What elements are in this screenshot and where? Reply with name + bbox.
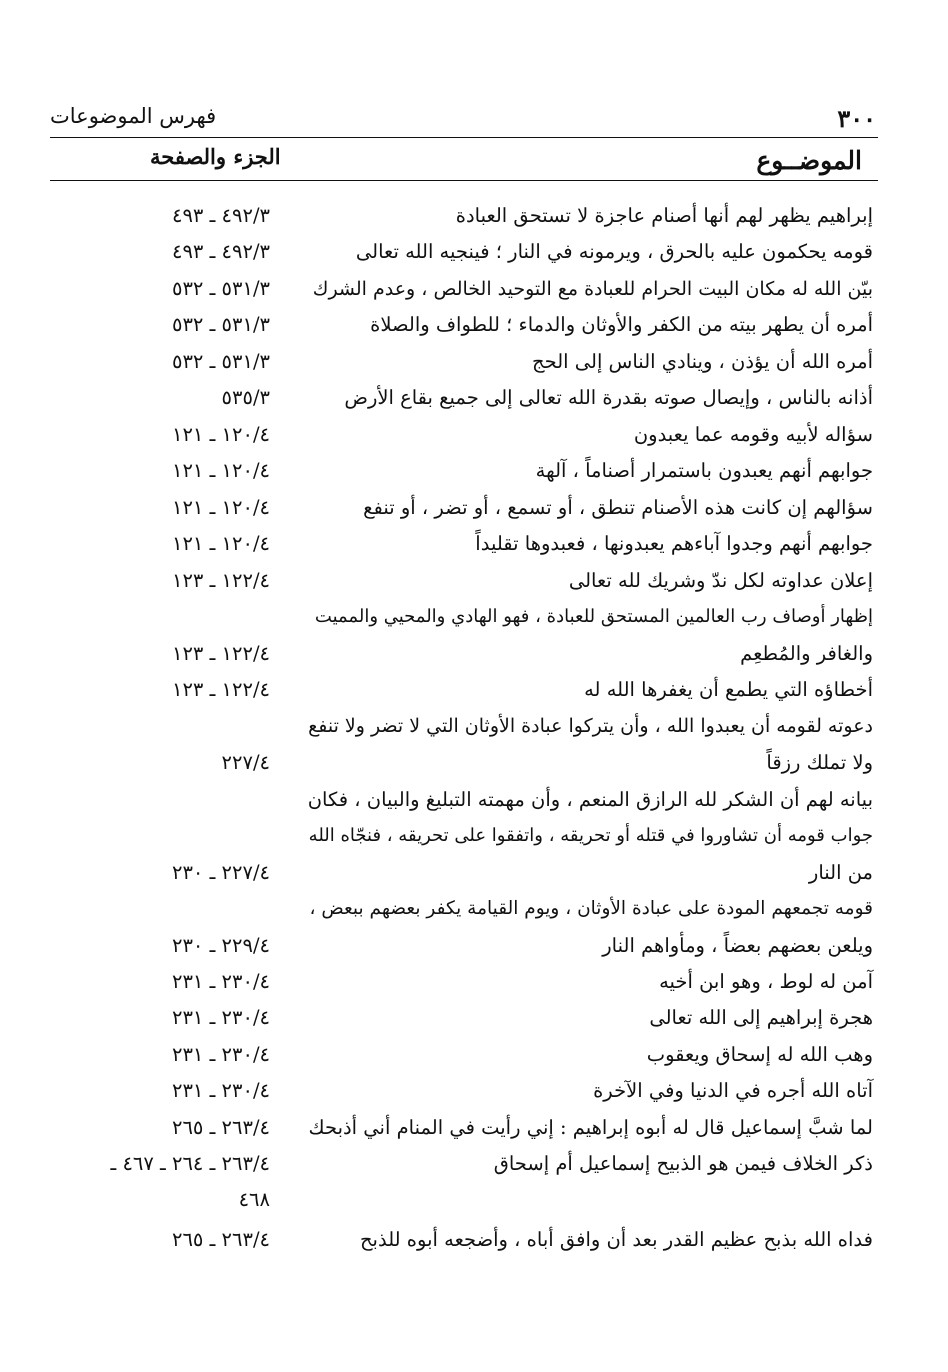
entry-reference: ١٢٠/٤ ـ ١٢١ <box>171 496 270 519</box>
entry-text: آمن له لوط ، وهو ابن أخيه <box>659 970 873 993</box>
entry-text: أخطاؤه التي يطمع أن يغفرها الله له <box>584 678 873 701</box>
entry-text: إعلان عداوته لكل ندّ وشريك لله تعالى <box>568 569 873 592</box>
entry-reference: ٢٦٣/٤ ـ ٢٦٥ <box>171 1116 270 1139</box>
entry-reference: ١٢٢/٤ ـ ١٢٣ <box>171 569 270 592</box>
entry-reference: ٢٦٣/٤ ـ ٢٦٥ <box>171 1228 270 1251</box>
entry-text: سؤالهم إن كانت هذه الأصنام تنطق ، أو تسمع ، أو تضر ، أو تنفع <box>363 496 873 519</box>
entry-text: أمره أن يطهر بيته من الكفر والأوثان والدماء ؛ للطواف والصلاة <box>370 313 873 336</box>
entry-text-continuation: والغافر والمُطعِم <box>740 642 873 665</box>
entry-text: قومه يحكمون عليه بالحرق ، ويرمونه في النار ؛ فينجيه الله تعالى <box>355 240 873 263</box>
entry-text: أمره الله أن يؤذن ، وينادي الناس إلى الحج <box>532 350 873 373</box>
entry-reference: ٥٣١/٣ ـ ٥٣٢ <box>171 350 270 373</box>
entry-text: أذانه بالناس ، وإيصال صوته بقدرة الله تعالى إلى جميع بقاع الأرض <box>344 386 873 409</box>
entry-text: دعوته لقومه أن يعبدوا الله ، وأن يتركوا عبادة الأوثان التي لا تضر ولا تنفع <box>308 715 873 737</box>
entry-reference: ٢٢٩/٤ ـ ٢٣٠ <box>171 934 270 957</box>
entry-reference: ١٢٠/٤ ـ ١٢١ <box>171 459 270 482</box>
entry-reference: ٥٣١/٣ ـ ٥٣٢ <box>171 313 270 336</box>
entry-text: جوابهم أنهم وجدوا آباءهم يعبدونها ، فعبدوها تقليداً <box>475 532 873 555</box>
entry-text: جوابهم أنهم يعبدون باستمرار أصناماً ، آلهة <box>535 459 873 482</box>
entry-reference: ٥٣٥/٣ <box>221 386 270 409</box>
entry-reference: ٢٦٣/٤ ـ ٢٦٤ ـ ٤٦٧ ـ <box>110 1152 270 1175</box>
entry-text: بيّن الله له مكان البيت الحرام للعبادة مع التوحيد الخالص ، وعدم الشرك <box>312 278 873 300</box>
entry-text: لما شبَّ إسماعيل قال له أبوه إبراهيم : إني رأيت في المنام أني أذبحك <box>308 1116 873 1139</box>
entry-text: هجرة إبراهيم إلى الله تعالى <box>649 1006 873 1029</box>
entry-text: قومه تجمعهم المودة على عبادة الأوثان ، ويوم القيامة يكفر بعضهم ببعض ، <box>309 898 873 919</box>
entry-reference: ٢٢٧/٤ ـ ٢٣٠ <box>171 861 270 884</box>
entry-reference: ٤٩٢/٣ ـ ٤٩٣ <box>171 240 270 263</box>
reference-column-header: الجزء والصفحة <box>150 144 281 169</box>
entry-reference: ٢٣٠/٤ ـ ٢٣١ <box>171 1079 270 1102</box>
entry-text: ذكر الخلاف فيمن هو الذبيح إسماعيل أم إسحاق <box>493 1152 873 1175</box>
entry-text-continuation: ويلعن بعضهم بعضاً ، ومأواهم النار <box>602 934 873 957</box>
page-number: ٣٠٠ <box>837 104 876 133</box>
entry-text-continuation: من النار <box>808 861 873 884</box>
entry-reference: ٤٩٢/٣ ـ ٤٩٣ <box>171 204 270 227</box>
entry-text: فداه الله بذبح عظيم القدر بعد أن وافق أباه ، وأضجعه أبوه للذبح <box>359 1228 873 1251</box>
entry-reference: ٢٣٠/٤ ـ ٢٣١ <box>171 1006 270 1029</box>
entry-text-continuation: ولا تملك رزقاً <box>766 751 873 774</box>
entry-reference: ١٢٠/٤ ـ ١٢١ <box>171 423 270 446</box>
entry-reference: ٢٣٠/٤ ـ ٢٣١ <box>171 1043 270 1066</box>
entry-text: إبراهيم يظهر لهم أنها أصنام عاجزة لا تستحق العبادة <box>455 204 873 227</box>
entry-reference: ١٢٢/٤ ـ ١٢٣ <box>171 642 270 665</box>
entry-reference: ١٢٠/٤ ـ ١٢١ <box>171 532 270 555</box>
entry-text-continuation: جواب قومه أن تشاوروا في قتله أو تحريقه ، واتفقوا على تحريقه ، فنجّاه الله <box>308 825 873 846</box>
entry-reference: ٢٢٧/٤ <box>221 751 270 774</box>
entry-text: إظهار أوصاف رب العالمين المستحق للعبادة ، فهو الهادي والمحيي والمميت <box>314 606 873 627</box>
entry-text: بيانه لهم أن الشكر لله الرازق المنعم ، وأن مهمته التبليغ والبيان ، فكان <box>307 788 873 811</box>
entry-reference-continuation: ٤٦٨ <box>238 1188 270 1211</box>
index-title: فهرس الموضوعات <box>50 104 217 128</box>
entry-reference: ١٢٢/٤ ـ ١٢٣ <box>171 678 270 701</box>
entry-reference: ٢٣٠/٤ ـ ٢٣١ <box>171 970 270 993</box>
topic-column-header: الموضــوع <box>756 146 862 175</box>
entry-text: وهب الله له إسحاق ويعقوب <box>646 1043 873 1066</box>
entry-text: آتاه الله أجره في الدنيا وفي الآخرة <box>593 1079 873 1102</box>
entry-text: سؤاله لأبيه وقومه عما يعبدون <box>633 423 873 446</box>
entry-reference: ٥٣١/٣ ـ ٥٣٢ <box>171 277 270 300</box>
